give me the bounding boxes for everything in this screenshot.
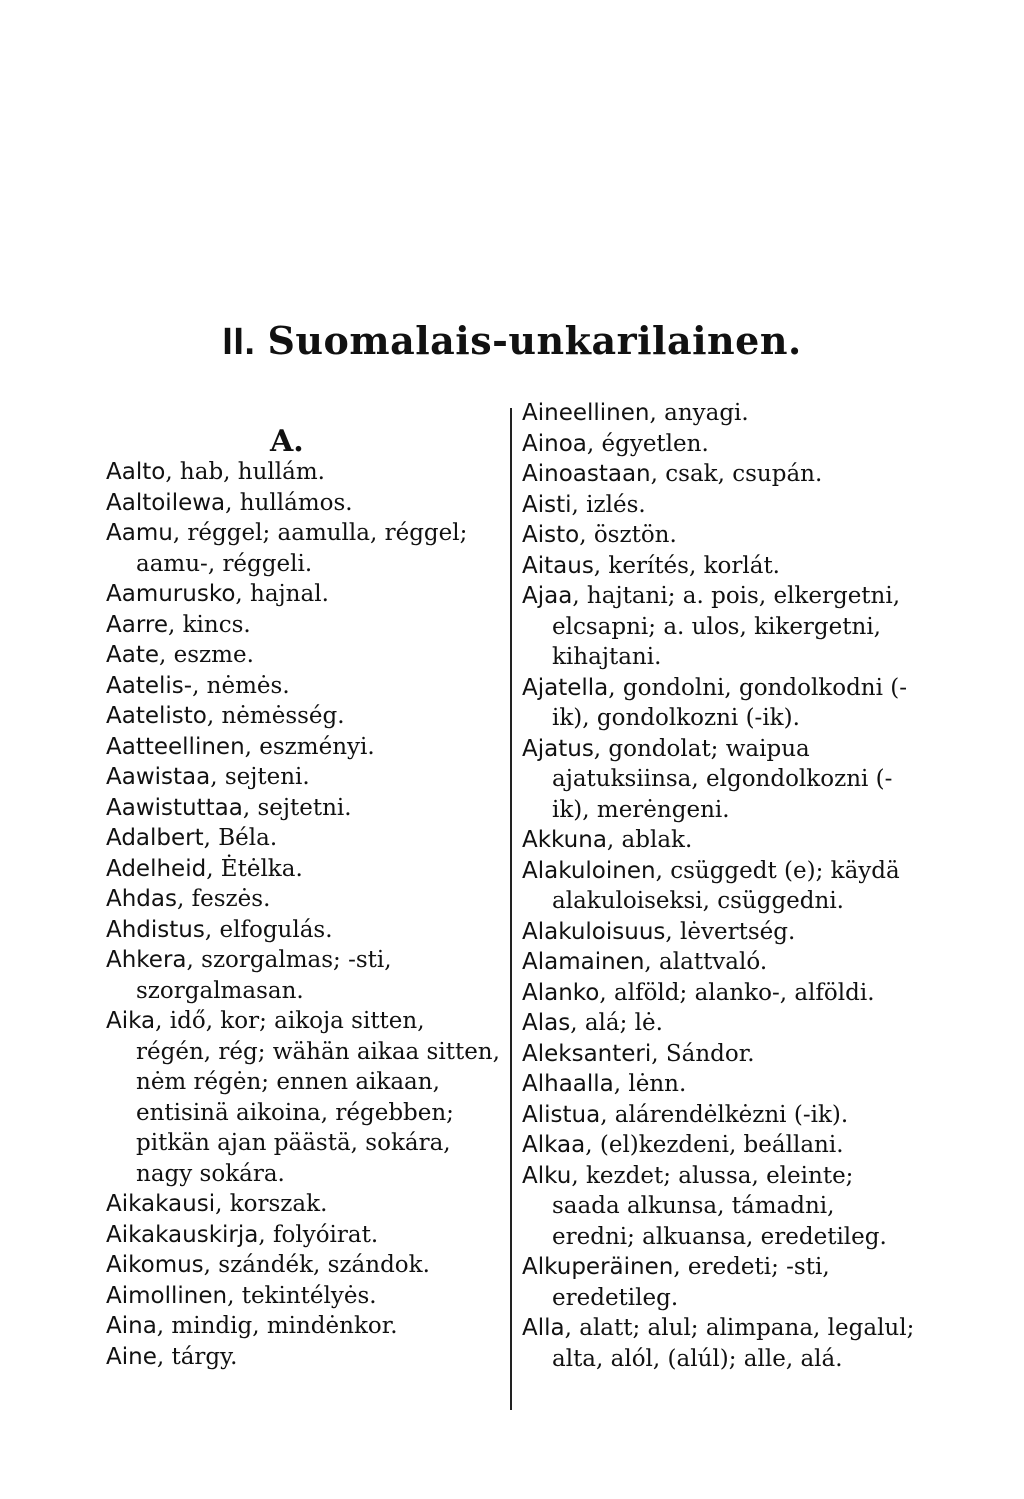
definition: , hajnal.	[235, 581, 329, 607]
headword: Aika	[106, 1008, 156, 1034]
definition: , nėmės.	[192, 672, 290, 699]
dictionary-entry	[106, 1250, 502, 1281]
dictionary-entry	[522, 551, 922, 582]
dictionary-entry	[522, 520, 922, 551]
headword: Alku	[522, 1162, 572, 1189]
definition: , kezdet; alussa, eleinte; saada alkunsa, támadni, eredni; alkuansa, eredetileg.	[552, 1162, 887, 1250]
dictionary-entry	[522, 581, 922, 673]
definition: , korszak.	[215, 1191, 328, 1217]
headword: Aate	[106, 642, 159, 668]
dictionary-entry	[106, 610, 502, 641]
dictionary-entry	[106, 640, 502, 671]
definition: , nėmėsség.	[206, 703, 345, 729]
definition: , eszme.	[159, 642, 254, 668]
headword: Aikakauskirja	[106, 1221, 259, 1248]
definition: , alföld; alanko-, alföldi.	[599, 979, 875, 1006]
headword: Aina	[106, 1313, 157, 1339]
headword: Aine	[106, 1343, 157, 1370]
definition: , feszės.	[177, 886, 271, 912]
dictionary-entry	[522, 825, 922, 856]
definition: , hab, hullám.	[165, 459, 325, 485]
headword: Alkaa	[522, 1132, 586, 1158]
headword: Aikakausi	[106, 1191, 216, 1217]
dictionary-entry	[522, 856, 922, 917]
definition: , folyóirat.	[258, 1221, 379, 1248]
dictionary-entry	[106, 579, 502, 610]
chapter-title: Suomalais-unkarilainen.	[267, 318, 802, 363]
headword: Aineellinen	[522, 400, 650, 426]
definition: , eszményi.	[244, 733, 375, 760]
headword: Ajatella	[522, 674, 609, 701]
dictionary-entry	[106, 823, 502, 854]
headword: Aatelis-	[106, 672, 193, 699]
dictionary-entry	[106, 915, 502, 946]
headword: Alanko	[522, 979, 600, 1006]
dictionary-entry	[522, 734, 922, 826]
definition: , alattvaló.	[644, 949, 768, 975]
definition: , sejteni.	[210, 764, 310, 790]
definition: , alatt; alul; alimpana, legalul; alta, alól, (alúl); alle, alá.	[552, 1315, 915, 1372]
page-title	[0, 318, 1024, 364]
dictionary-entry	[106, 793, 502, 824]
headword: Aisti	[522, 491, 572, 518]
headword: Ahkera	[106, 947, 187, 973]
definition: , sejtetni.	[242, 794, 352, 821]
dictionary-entry	[522, 1069, 922, 1100]
headword: Alas	[522, 1010, 571, 1036]
definition: , izlés.	[571, 491, 646, 518]
column-divider	[510, 408, 512, 1410]
headword: Aleksanteri	[522, 1040, 652, 1067]
headword: Aawistuttaa	[106, 794, 243, 821]
headword: Alakuloinen	[522, 857, 656, 884]
headword: Aisto	[522, 522, 580, 548]
definition: , eredeti; -sti, eredetileg.	[552, 1254, 830, 1311]
dictionary-entry	[522, 459, 922, 490]
headword: Ajaa	[522, 583, 573, 609]
definition: , Sándor.	[651, 1040, 755, 1067]
dictionary-entry	[106, 701, 502, 732]
definition: , szándék, szándok.	[203, 1252, 430, 1278]
dictionary-entry	[106, 1311, 502, 1342]
dictionary-entry	[106, 1006, 502, 1189]
dictionary-entry	[106, 884, 502, 915]
dictionary-entry	[106, 1281, 502, 1312]
definition: , anyagi.	[649, 400, 749, 426]
dictionary-entry	[522, 673, 922, 734]
right-column	[522, 398, 922, 1374]
headword: Aamurusko	[106, 581, 236, 607]
headword: Adelheid	[106, 855, 207, 882]
definition: , Ėtėlka.	[206, 855, 303, 882]
definition: , alárendėlkėzni (-ik).	[600, 1101, 849, 1128]
definition: , ablak.	[606, 827, 693, 853]
definition: , Béla.	[203, 825, 278, 851]
dictionary-entry	[106, 518, 502, 579]
dictionary-entry	[106, 945, 502, 1006]
definition: , réggel; aamulla, réggel; aamu-, réggeli.	[136, 520, 468, 577]
headword: Alla	[522, 1315, 565, 1341]
dictionary-entry	[522, 398, 922, 429]
headword: Aatteellinen	[106, 733, 245, 760]
dictionary-entry	[106, 732, 502, 763]
definition: , mindig, mindėnkor.	[156, 1313, 398, 1339]
dictionary-entry	[106, 854, 502, 885]
dictionary-entry	[522, 1161, 922, 1253]
dictionary-entry	[106, 762, 502, 793]
definition: , hajtani; a. pois, elkergetni, elcsapni; a. ulos, kikergetni, kihajtani.	[552, 583, 901, 670]
dictionary-entry	[522, 1313, 922, 1374]
dictionary-entry	[106, 1189, 502, 1220]
headword: Aatelisto	[106, 703, 207, 729]
headword: Alistua	[522, 1101, 601, 1128]
definition: , tekintélyės.	[227, 1282, 377, 1309]
definition: , lėnn.	[613, 1071, 687, 1097]
chapter-numeral: II.	[222, 321, 256, 363]
headword: Adalbert	[106, 825, 204, 851]
definition: , lėvertség.	[665, 918, 796, 945]
headword: Ajatus	[522, 735, 594, 762]
headword: Aawistaa	[106, 764, 211, 790]
dictionary-entry	[106, 1342, 502, 1373]
dictionary-entry	[522, 429, 922, 460]
definition: , kerítés, korlát.	[593, 552, 780, 579]
left-column	[106, 457, 502, 1372]
headword: Aimollinen	[106, 1282, 228, 1309]
dictionary-entry	[522, 1130, 922, 1161]
dictionary-entry	[522, 978, 922, 1009]
dictionary-entry	[522, 1100, 922, 1131]
definition: , idő, kor; aikoja sitten, régén, rég; wähän aikaa sitten, nėm régėn; ennen aikaan, entisinä aikoina, régebben; pitkän ajan päästä, sokára, nagy sokára.	[136, 1008, 500, 1187]
section-letter: A.	[270, 424, 304, 459]
dictionary-entry	[106, 488, 502, 519]
dictionary-entry	[522, 917, 922, 948]
headword: Ahdas	[106, 886, 177, 912]
definition: , kincs.	[167, 611, 251, 638]
headword: Aarre	[106, 611, 168, 638]
dictionary-entry	[106, 1220, 502, 1251]
headword: Aaltoilewa	[106, 489, 226, 516]
headword: Akkuna	[522, 827, 607, 853]
definition: , csak, csupán.	[650, 461, 823, 487]
definition: , szorgalmas; -sti, szorgalmasan.	[136, 947, 392, 1004]
headword: Alhaalla	[522, 1071, 614, 1097]
definition: , gondolni, gondolkodni (-ik), gondolkozni (-ik).	[552, 674, 908, 731]
headword: Aalto	[106, 459, 166, 485]
definition: , gondolat; waipua ajatuksiinsa, elgondolkozni (-ik), merėngeni.	[552, 735, 893, 823]
headword: Alkuperäinen	[522, 1254, 674, 1280]
definition: , ösztön.	[579, 522, 677, 548]
dictionary-entry	[522, 1252, 922, 1313]
definition: , tárgy.	[156, 1343, 238, 1370]
headword: Ainoa	[522, 430, 587, 457]
dictionary-entry	[522, 1039, 922, 1070]
definition: , alá; lė.	[570, 1010, 663, 1036]
headword: Aamu	[106, 520, 173, 546]
definition: , hullámos.	[225, 489, 353, 516]
dictionary-entry	[522, 1008, 922, 1039]
headword: Ahdistus	[106, 916, 205, 943]
definition: , (el)kezdeni, beállani.	[585, 1132, 844, 1158]
headword: Aikomus	[106, 1252, 204, 1278]
dictionary-entry	[106, 457, 502, 488]
headword: Ainoastaan	[522, 461, 651, 487]
dictionary-entry	[522, 947, 922, 978]
headword: Alakuloisuus	[522, 918, 666, 945]
definition: , csüggedt (e); käydä alakuloiseksi, csüggedni.	[552, 857, 900, 914]
definition: , elfogulás.	[204, 916, 333, 943]
headword: Aitaus	[522, 552, 594, 579]
headword: Alamainen	[522, 949, 645, 975]
definition: , égyetlen.	[586, 430, 709, 457]
dictionary-entry	[106, 671, 502, 702]
dictionary-entry	[522, 490, 922, 521]
